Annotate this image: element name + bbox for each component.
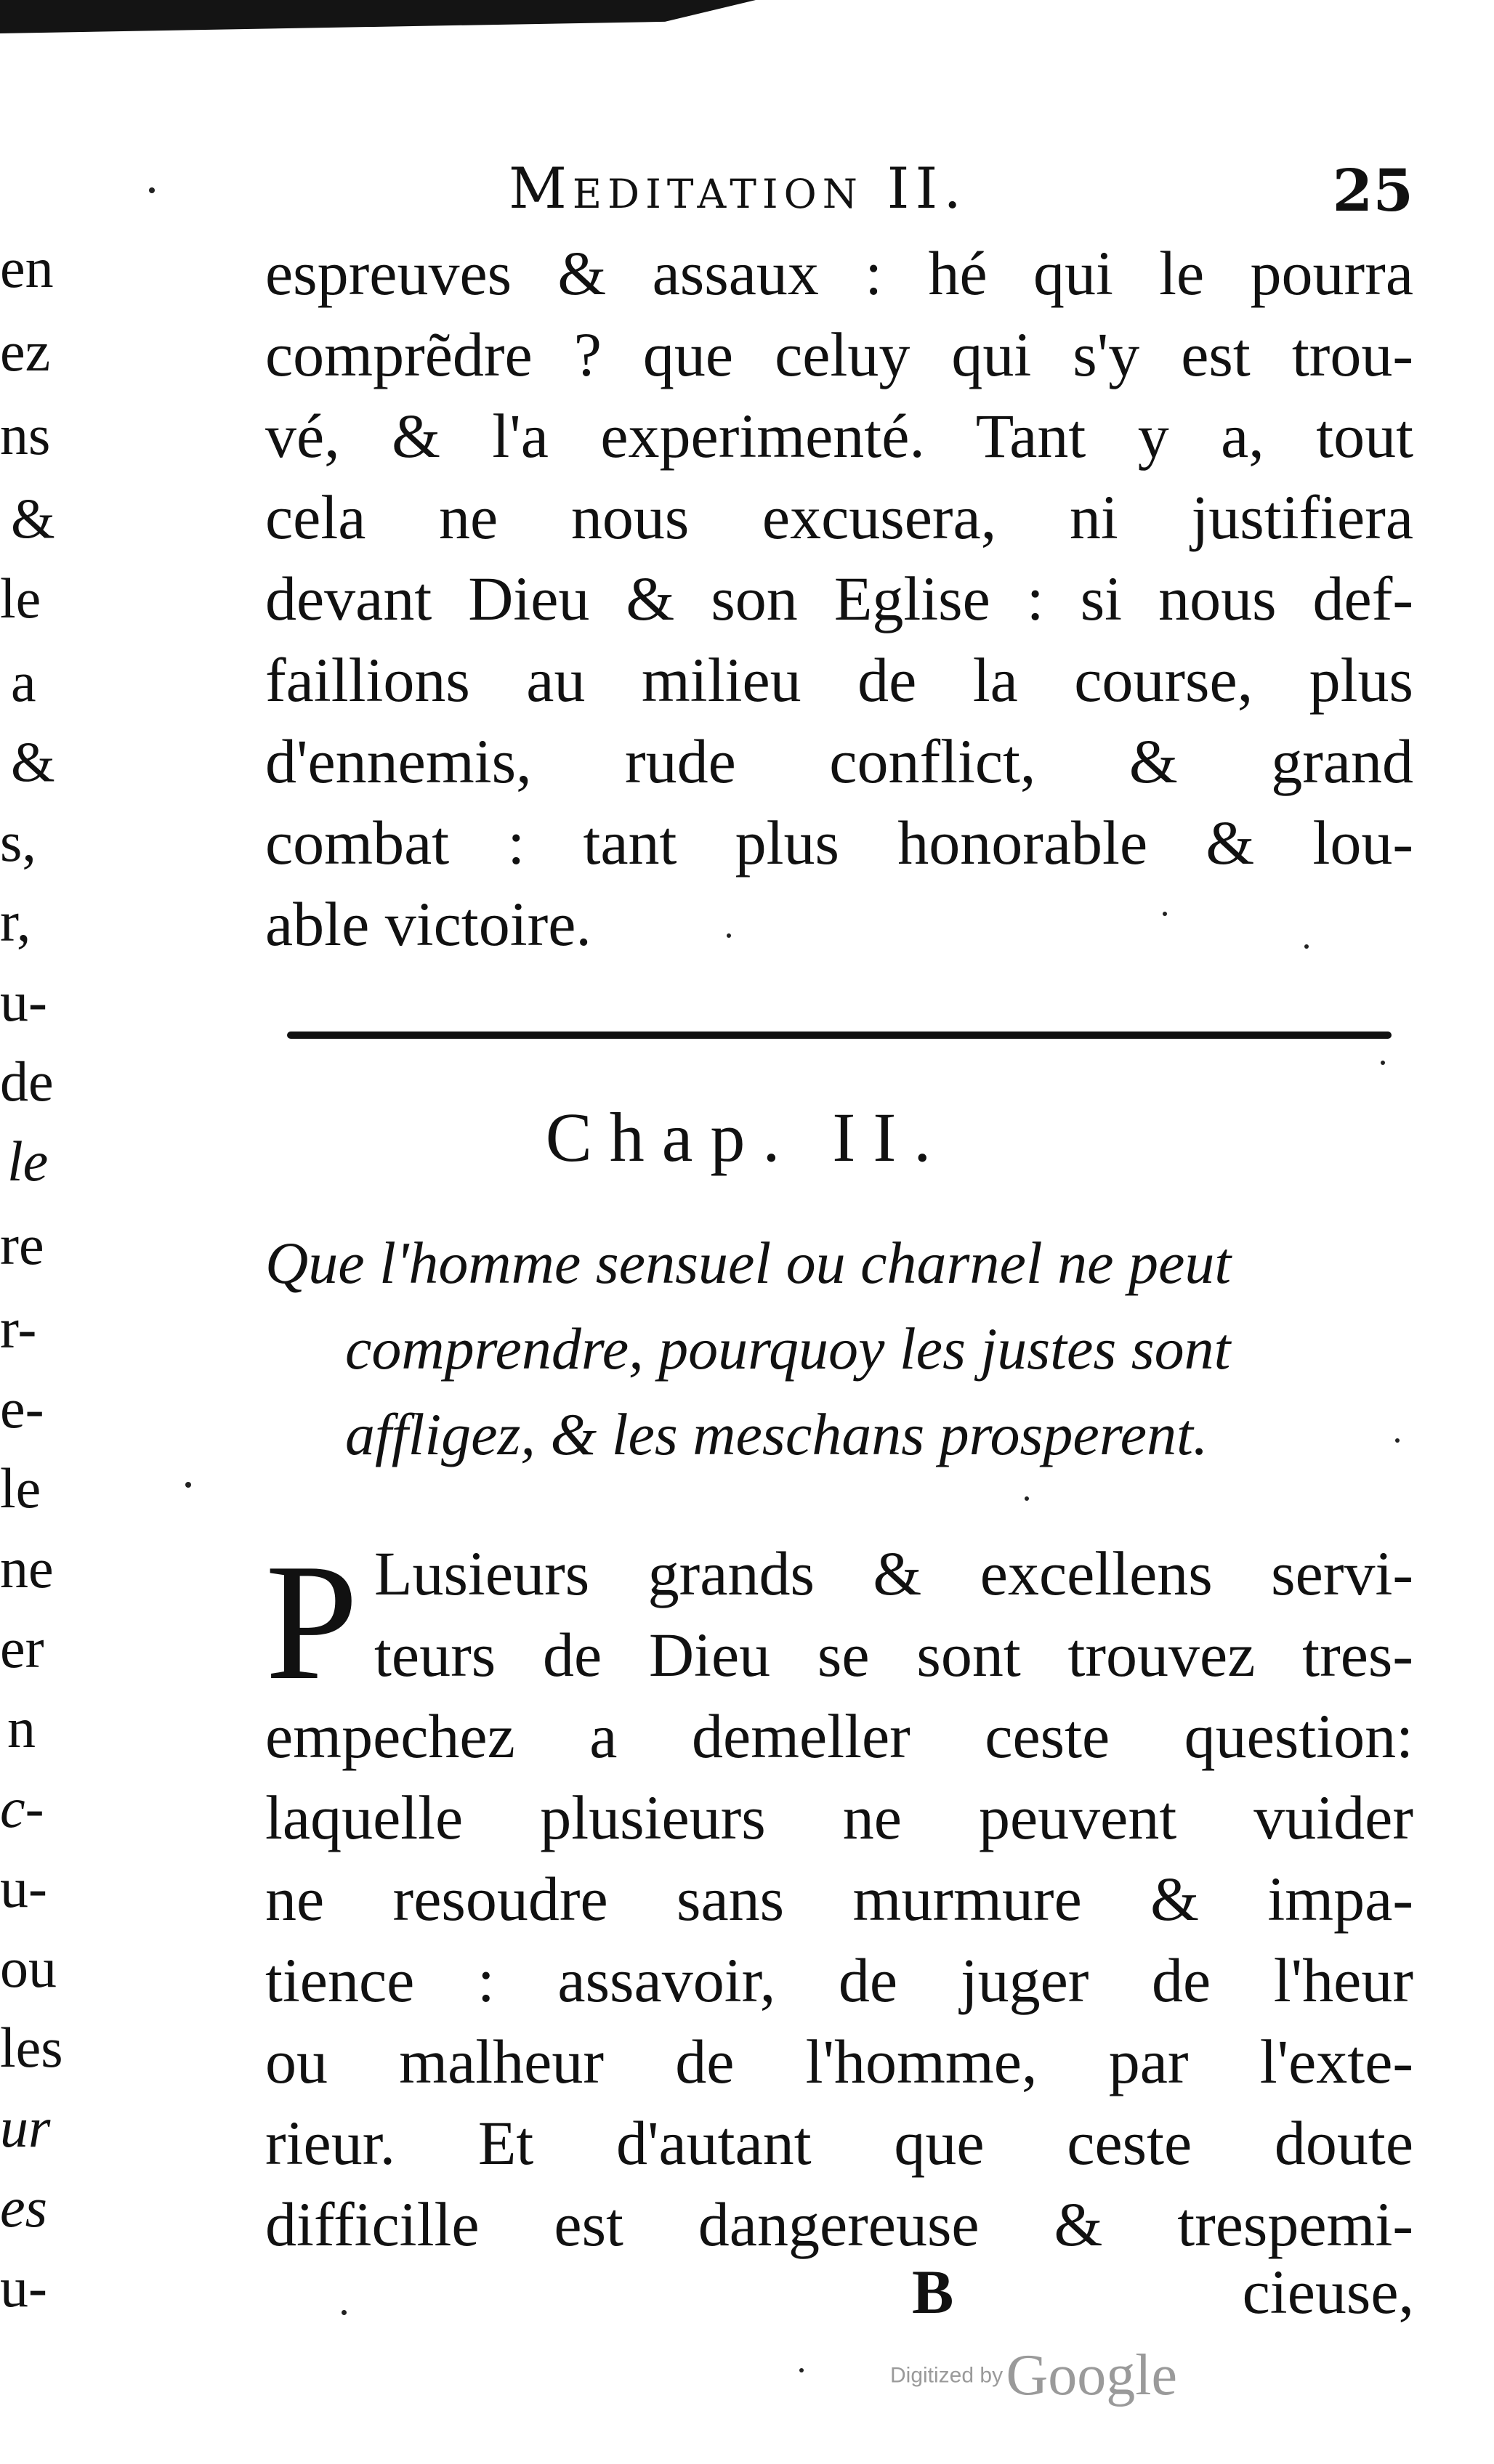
margin-fragment: ne xyxy=(0,1536,54,1600)
margin-fragment: c- xyxy=(0,1776,44,1839)
text-line: difficille est dangereuse & trespemi- xyxy=(265,2189,1413,2259)
margin-fragment: u- xyxy=(0,970,47,1033)
margin-fragment: ur xyxy=(0,2096,51,2159)
page-edge-shadow xyxy=(0,0,756,33)
margin-fragment: e- xyxy=(0,1377,44,1440)
digitized-watermark xyxy=(890,2343,1177,2409)
margin-fragment: n xyxy=(7,1696,36,1759)
margin-fragment: en xyxy=(0,236,54,299)
text-line: laquelle plusieurs ne peuvent vuider xyxy=(265,1783,1413,1852)
page-number: 25 xyxy=(1332,156,1413,224)
chapter-summary xyxy=(265,1220,1413,1478)
section-rule xyxy=(287,1032,1392,1039)
margin-fragment: le xyxy=(7,1130,49,1193)
margin-fragment: le xyxy=(0,567,41,630)
text-line: espreuves & assaux : hé qui le pourra xyxy=(265,238,1413,308)
margin-fragment: les xyxy=(0,2016,63,2079)
margin-fragment: & xyxy=(11,730,55,793)
watermark-prefix: Digitized by xyxy=(890,2363,1004,2388)
margin-fragment: le xyxy=(0,1456,41,1520)
text-line: comprẽdre ? que celuy qui s'y est trou- xyxy=(265,320,1413,389)
text-line: Lusieurs grands & excellens servi- xyxy=(374,1539,1413,1608)
margin-fragment: ns xyxy=(0,403,51,466)
text-line: ou malheur de l'homme, par l'exte- xyxy=(265,2027,1413,2096)
running-header xyxy=(262,156,1413,229)
text-line: rieur. Et d'autant que ceste doute xyxy=(265,2108,1413,2178)
text-line: tience : assavoir, de juger de l'heur xyxy=(265,1945,1413,2015)
margin-fragment: & xyxy=(11,487,55,550)
margin-fragment: de xyxy=(0,1050,54,1113)
signature-mark: B xyxy=(912,2257,954,2327)
text-line: devant Dieu & son Eglise : si nous def- xyxy=(265,564,1413,633)
summary-line: Que l'homme sensuel ou charnel ne peut xyxy=(265,1230,1232,1296)
text-line: teurs de Dieu se sont trouvez tres- xyxy=(374,1620,1413,1690)
margin-fragment: s, xyxy=(0,810,36,873)
margin-fragment: re xyxy=(0,1213,44,1276)
text-line: able victoire. xyxy=(265,889,591,959)
margin-fragment: ez xyxy=(0,320,51,383)
chapter-body xyxy=(265,1529,1413,2265)
drop-cap: P xyxy=(265,1529,358,1714)
text-line: vé, & l'a experimenté. Tant y a, tout xyxy=(265,401,1413,471)
running-title: Meditation II. xyxy=(509,156,968,222)
chapter-title: Chap. II. xyxy=(545,1098,949,1176)
margin-fragment: er xyxy=(0,1616,44,1679)
catchword: cieuse, xyxy=(1242,2257,1414,2327)
margin-fragment: u- xyxy=(0,1856,47,1919)
text-line: faillions au milieu de la course, plus xyxy=(265,645,1413,715)
google-logo: Google xyxy=(1006,2343,1178,2407)
text-line: combat : tant plus honorable & lou- xyxy=(265,808,1413,878)
margin-fragment: es xyxy=(0,2176,47,2239)
margin-fragment: ou xyxy=(0,1936,57,1999)
margin-fragment: r, xyxy=(0,890,31,953)
text-line: cela ne nous excusera, ni justifiera xyxy=(265,482,1413,552)
margin-fragment: r- xyxy=(0,1297,37,1360)
margin-fragment: a xyxy=(11,650,36,713)
text-line: d'ennemis, rude conflict, & grand xyxy=(265,726,1413,796)
margin-fragment: u- xyxy=(0,2256,47,2319)
text-line: ne resoudre sans murmure & impa- xyxy=(265,1864,1413,1934)
intro-paragraph xyxy=(265,232,1413,965)
summary-line: comprendre, pourquoy les justes sont xyxy=(345,1316,1231,1382)
summary-line: affligez, & les meschans prosperent. xyxy=(345,1401,1208,1467)
text-line: empechez a demeller ceste question: xyxy=(265,1701,1413,1771)
